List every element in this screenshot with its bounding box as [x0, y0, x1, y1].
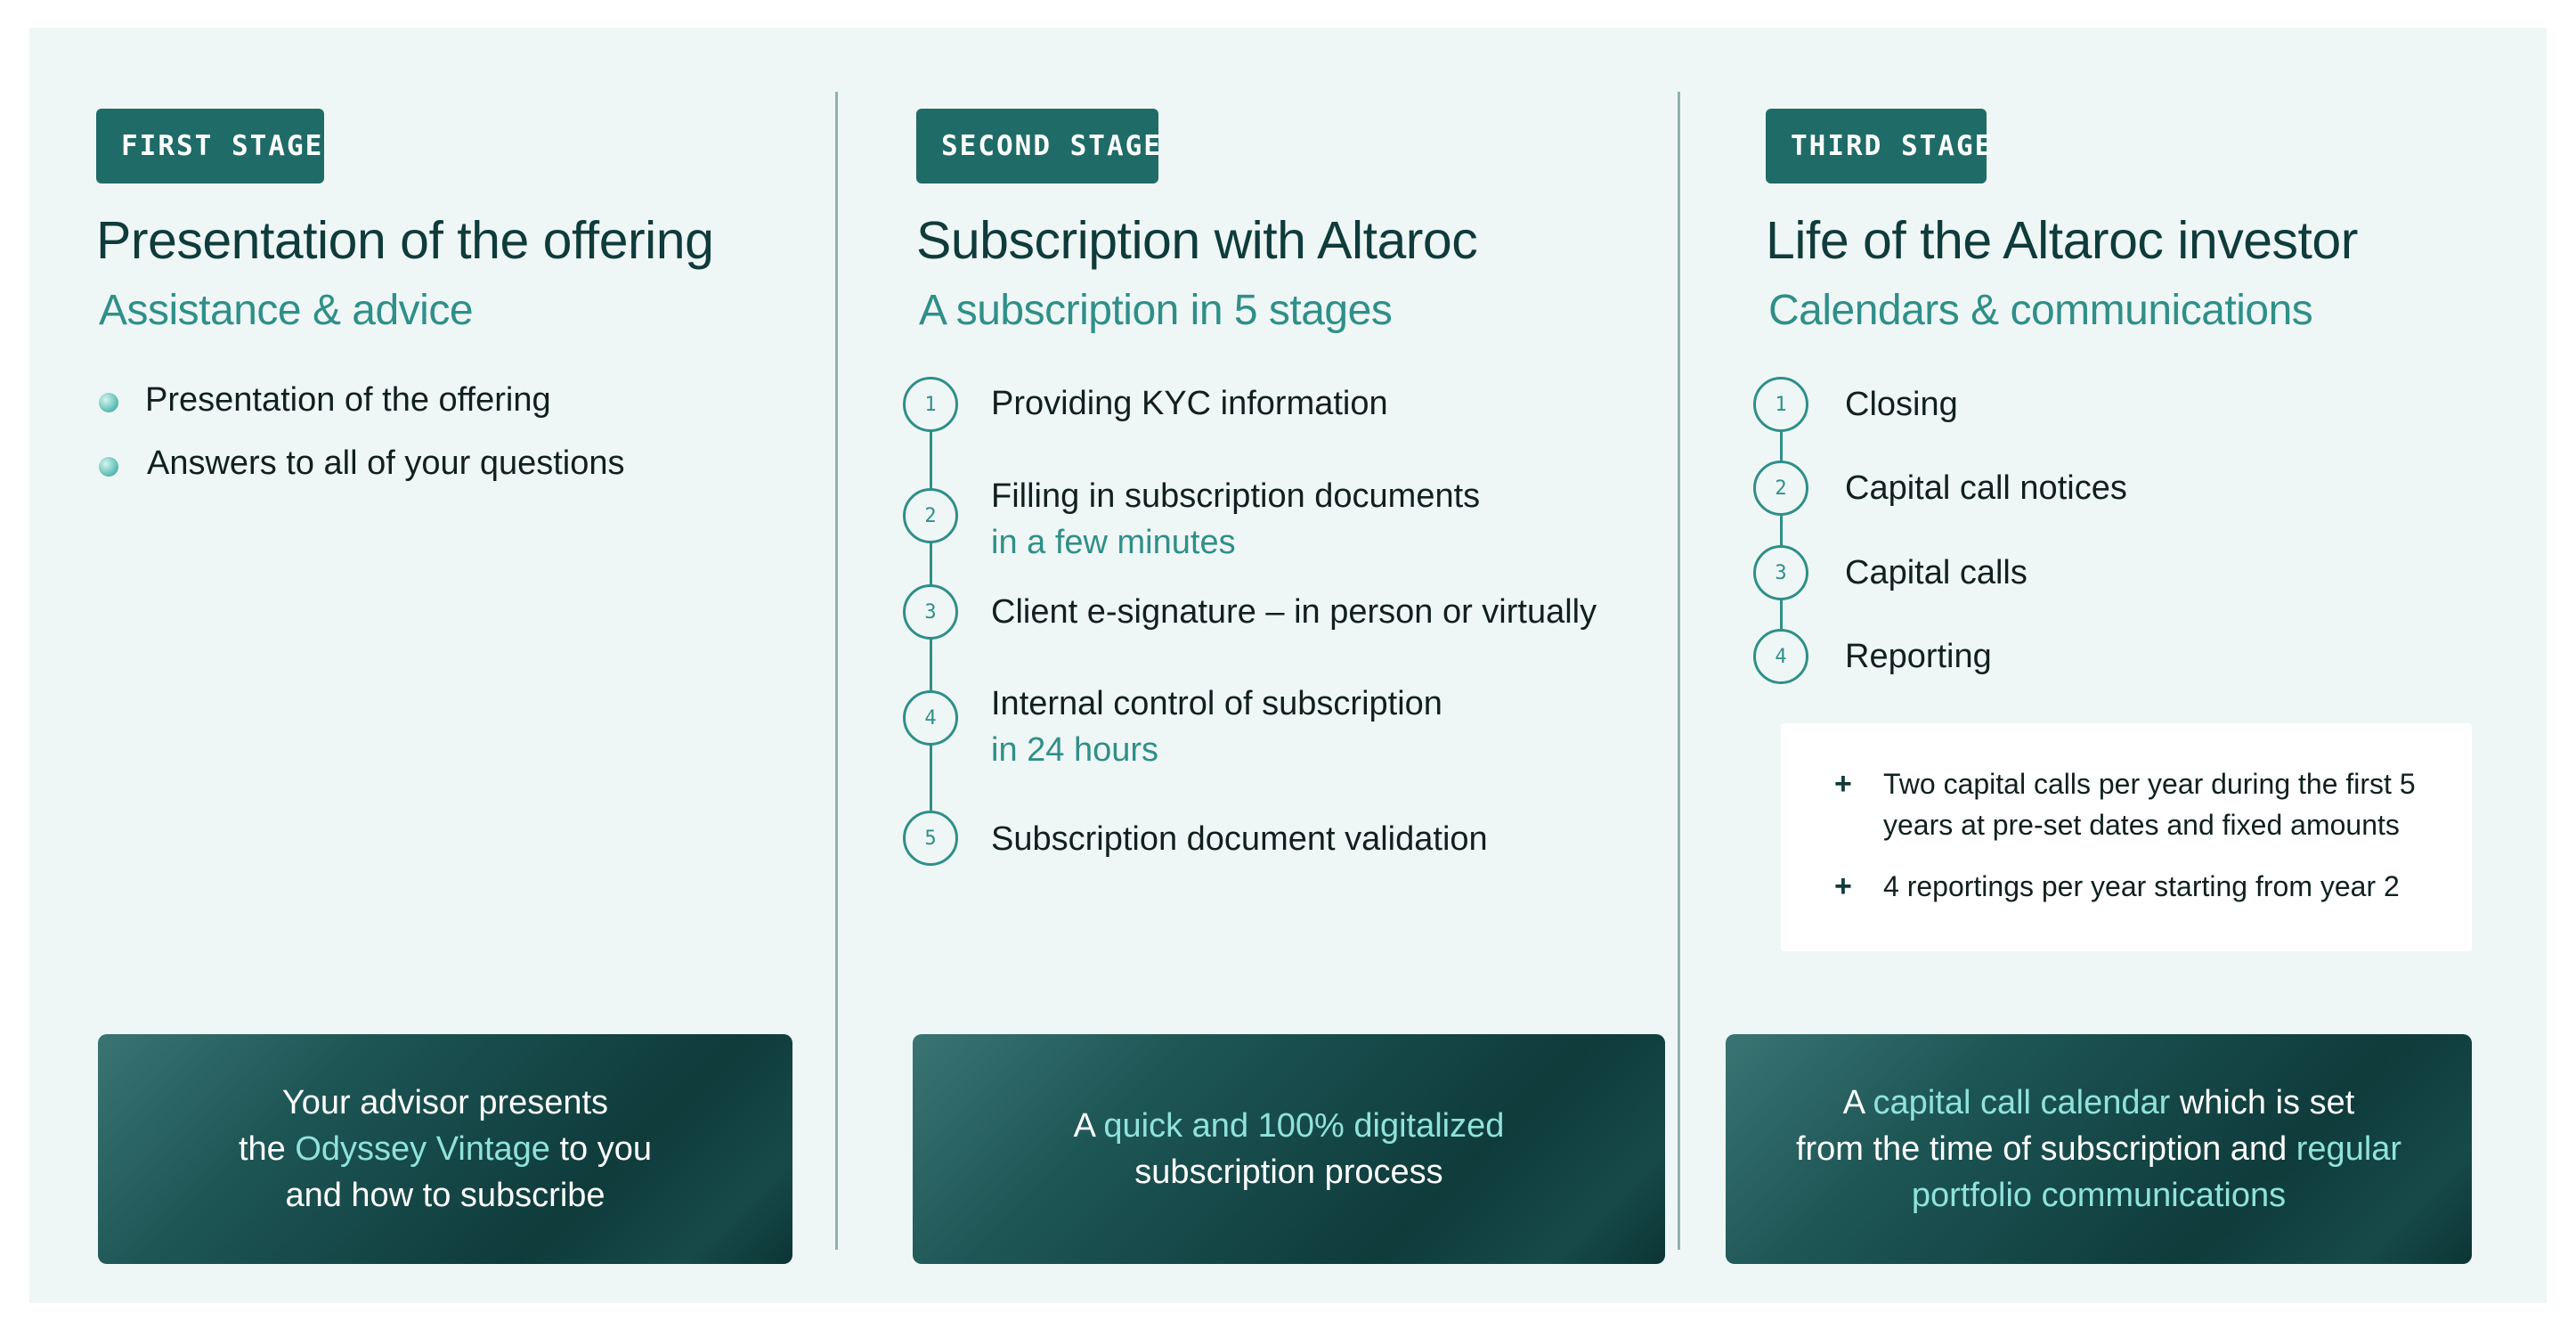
stage-title: Subscription with Altaroc — [916, 211, 1478, 270]
step-number: 2 — [1753, 461, 1808, 516]
callout-line: A capital call calendar which is set — [1842, 1084, 2355, 1121]
stage-subtitle: A subscription in 5 stages — [919, 287, 1393, 334]
step-text: Internal control of subscription in 24 hours — [991, 681, 1442, 773]
step-number: 3 — [903, 584, 958, 640]
step-number: 4 — [903, 690, 958, 746]
step-text: Subscription document validation — [991, 820, 1488, 858]
bullet-item: Presentation of the offering — [145, 381, 551, 419]
third-stage-column — [1680, 28, 2547, 1303]
stage-title: Life of the Altaroc investor — [1766, 211, 2358, 270]
callout-line: subscription process — [1134, 1154, 1443, 1191]
step-number: 5 — [903, 811, 958, 866]
callout-highlight: capital call calendar — [1873, 1084, 2171, 1121]
step-text: Reporting — [1845, 638, 1992, 675]
callout-line: portfolio communications — [1911, 1177, 2287, 1214]
notes-box — [1781, 723, 2472, 951]
stages-panel — [29, 28, 2547, 1303]
step-number: 2 — [903, 488, 958, 543]
step-text: Capital call notices — [1845, 469, 2127, 507]
second-stage-column — [838, 28, 1678, 1303]
stage-badge: FIRST STAGE — [96, 109, 324, 183]
step-number: 1 — [903, 377, 958, 432]
note-item: 4 reportings per year starting from year 2 — [1883, 870, 2400, 902]
stage-callout — [98, 1034, 792, 1264]
bullet-dot-icon — [99, 393, 118, 412]
step-number: 1 — [1753, 377, 1808, 432]
step-text: Capital calls — [1845, 554, 2027, 591]
step-text: Providing KYC information — [991, 385, 1388, 422]
first-stage-column — [29, 28, 831, 1303]
stage-callout — [913, 1034, 1665, 1264]
callout-line: from the time of subscription and regular — [1795, 1130, 2402, 1168]
callout-highlight: regular — [2296, 1130, 2402, 1168]
stage-badge: SECOND STAGE — [916, 109, 1158, 183]
bullet-dot-icon — [99, 457, 118, 477]
callout-highlight: quick and 100% digitalized — [1103, 1107, 1505, 1145]
step-number: 4 — [1753, 629, 1808, 684]
step-text: Filling in subscription documents in a few minutes — [991, 473, 1480, 566]
bullet-item: Answers to all of your questions — [147, 444, 625, 482]
stage-callout — [1726, 1034, 2472, 1264]
step-text: Client e-signature – in person or virtually — [991, 593, 1597, 631]
step-highlight: in a few minutes — [991, 524, 1236, 561]
plus-icon: + — [1834, 767, 1852, 801]
note-item: Two capital calls per year during the first 5 years at pre-set dates and fixed amounts — [1883, 768, 2416, 841]
step-highlight: in 24 hours — [991, 731, 1159, 769]
callout-highlight: Odyssey Vintage — [295, 1130, 550, 1168]
plus-icon: + — [1834, 869, 1852, 903]
callout-line: Your advisor presents — [281, 1084, 609, 1121]
stage-subtitle: Assistance & advice — [99, 287, 474, 334]
callout-line: the Odyssey Vintage to you — [238, 1130, 653, 1168]
stage-title: Presentation of the offering — [96, 211, 714, 270]
stage-badge: THIRD STAGE — [1766, 109, 1987, 183]
stage-subtitle: Calendars & communications — [1768, 287, 2313, 334]
callout-line: and how to subscribe — [285, 1177, 605, 1214]
step-number: 3 — [1753, 545, 1808, 600]
callout-line: A quick and 100% digitalized — [1073, 1107, 1505, 1145]
step-text: Closing — [1845, 386, 1958, 423]
